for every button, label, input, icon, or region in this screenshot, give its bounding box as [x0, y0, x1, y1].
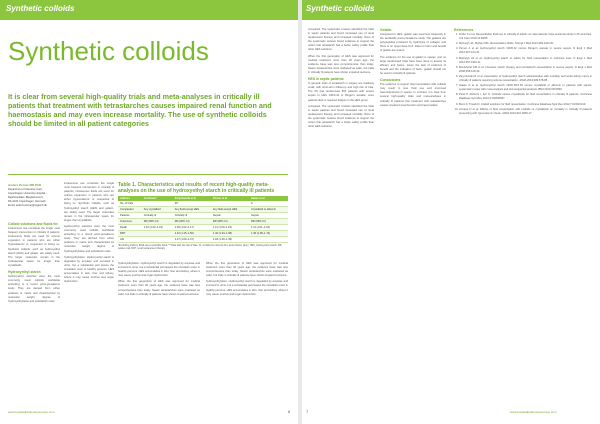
intro-divider [8, 174, 288, 175]
reference-item: 5. Brunkhorst FM et al. Intensive insulin therapy and pentastarch resuscitation in severe sepsis. N Engl J Med 2008;358:125-39 [459, 66, 592, 74]
author-line: DK-2100 Copenhagen, Denmark [8, 200, 46, 203]
author-email: Email: anders.perner@regionh.dk [8, 204, 47, 207]
table-header-cell: Cochrane* [142, 196, 173, 201]
table-cell: RR (95% CI) [173, 219, 211, 225]
section-body: In general, trials of tetrastarch in surgery are relatively small, with short-term follow-up and high risk of bias. The 6S trial randomised 804 patients with severe sepsis to HES 130/0.42 or Ringer's acetate; more patients died or required dialysis in the HES group. [308, 82, 374, 102]
column-4 [206, 262, 288, 299]
table-footnote: *Excluding trials by Boldt due to possible fraud. **Trials with low risk of bias. CI, confidence interval; AKI, acute kidney injury; HES, hydroxyethyl starch; RR, relative risk; RRT, renal replacement therapy [118, 244, 283, 251]
section-body: When the first generation of HES was approved for medical treatment more than 30 years ago, the evidence base was less comprehensive than today. Newer tetrastarches were marketed as safer, but trials in critically ill patients have shown impaired outcome. [118, 280, 200, 296]
section-body: When the first generation of HES was approved for medical treatment more than 30 years ago, the evidence base was less comprehensive than today. Newer tetrastarches were marketed as safer, but trials in critically ill patients have shown impaired outcome. [308, 54, 374, 74]
section-body: Compared to HES, gelatin was used less frequently in the worldwide point-prevalence study. The gelatins are polypeptides produced by hydrolysis of collagen and there is no upper dose limit. Data on harm and benefit of gelatin are scarce. [380, 33, 446, 53]
references-column [454, 28, 592, 117]
table-cell: Any fluid except HES [173, 207, 211, 213]
table-cell: 1.18 (1.00–1.39) [211, 237, 249, 243]
section-body: Hydroxyethyl starches were the most commonly used colloids worldwide according to a recent point-prevalence study. They are derived from either potatoes or maize and characterised by molecular weight, degree of hydroxyethylation and substitution ratio. [8, 275, 60, 303]
author-line: Department of Intensive Care, [8, 188, 43, 191]
table-cell: 1.27 (1.09–1.47) [173, 237, 211, 243]
table-cell: 1.11 (1.01–1.22) [249, 225, 288, 231]
header-label-left: Synthetic colloids [6, 4, 75, 13]
table-cell: Patients [118, 213, 142, 219]
reference-item: 10. Annane D et al. Effects of fluid resuscitation with colloids vs crystalloids on mortality in critically ill patients presenting with hypovolemic shock. JAMA 2013;310:1809-17 [459, 108, 592, 116]
table-cell: Sepsis [211, 213, 249, 219]
column-5 [308, 28, 374, 131]
header-band-right [302, 0, 600, 20]
section-body: hydroxyethylation. Hydroxyethyl starch is degraded by amylase and excreted in urine, but a substantial part leaves the circulation even in healthy persons. HES accumulates in skin, liver and kidney, where it may cause pruritus and organ dysfunction. [118, 262, 200, 278]
column-1 [8, 222, 60, 306]
reference-item: 4. Myburgh JA et al. Hydroxyethyl starch or saline for fluid resuscitation in intensive care. N Engl J Med 2012;367:1901-11 [459, 57, 592, 65]
section-body: hydroxyethylation. Hydroxyethyl starch is degraded by amylase and excreted in urine, but a substantial part leaves the circulation even in healthy persons. HES accumulates in skin, liver and kidney, where it may cause pruritus and organ dysfunction. [64, 255, 114, 284]
table-cell: Any crystalloid [142, 207, 173, 213]
column-2 [64, 182, 114, 286]
table-cell: Comparator [118, 207, 142, 213]
section-body: intravenous use constitute the single most frequent intervention in critically ill patients; intravenous fluids are used for volume expansion in patients who are either hypovolaemic or suspected of being so. Synthetic colloids, such as hydroxyethyl starch (HES) and gelatin, are widely used. The larger molecules remain in the intravascular space for longer than crystalloids. [64, 182, 114, 222]
page-number-left: 6 [288, 409, 291, 414]
section-heading: Hydroxyethyl starch [8, 270, 41, 275]
article-intro: It is clear from several high-quality trials and meta-analyses in critically ill patients that treatment with tetrastarches causes impaired renal function and haemostasis and may even increase mortality. The use of synthetic colloids should be limited in all patient categories [8, 92, 272, 128]
reference-item: 7. Haase N et al. Hydroxyethyl starch 130/0.38-0.45 versus crystalloid or albumin in patients with sepsis: systematic review with meta-analysis and trial sequential analysis. BMJ 2013;346:f839 [459, 84, 592, 92]
author-line: Copenhagen University Hospital – [8, 192, 48, 195]
header-band-left [0, 0, 298, 20]
table-cell: Any fluid except HES [211, 207, 249, 213]
table-cell: RR (95% CI) [211, 219, 249, 225]
section-heading: Colloid solutions and fluids for [8, 222, 58, 226]
column-6 [380, 28, 446, 110]
table-header-cell: Zarychanski et al [173, 196, 211, 201]
table-cell: Critically ill [142, 213, 173, 219]
author-block [8, 183, 68, 208]
reference-item: 8. Perel P, Roberts I, Ker K. Colloids versus crystalloids for fluid resuscitation in critically ill patients. Cochrane Database Syst Rev 2013;2:CD000567 [459, 93, 592, 101]
characteristics-table [118, 182, 288, 251]
section-heading: HES in septic patients [308, 77, 344, 82]
section-body: The evidence to support that resuscitation with colloids may result in less fluid use and improved haemodynamics is sparse. In contrast, it is clear from several high-quality trials and meta-analyses in critically ill patients that treatment with tetrastarches causes impaired renal function and haemostasis. [380, 83, 446, 107]
section-body: compared. The systematic reviews identified the trials in septic patients and found increased use of renal replacement therapy and increased mortality. None of the systematic reviews found evidence to support the notion that tetrastarch has a better safety profile than other HES solutions. [308, 28, 374, 52]
references-list [454, 33, 592, 116]
table-cell: AKI [118, 237, 142, 243]
reference-item: 6. Zarychanski R et al. Association of hydroxyethyl starch administration with mortality and acute kidney injury in critically ill patients requiring volume resuscitation. JAMA 2013;309:678-88 [459, 75, 592, 83]
table-cell: Death [118, 225, 142, 231]
section-body: hydroxyethylation. Hydroxyethyl starch is degraded by amylase and excreted in urine, but a substantial part leaves the circulation even in healthy persons. HES accumulates in skin, liver and kidney, where it may cause pruritus and organ dysfunction. [206, 280, 288, 296]
table-cell: 1.09 (1.02–1.17) [173, 225, 211, 231]
table-cell: 38 [173, 201, 211, 207]
column-3 [118, 262, 200, 299]
table-cell: 1.32 (1.04–1.68) [211, 231, 249, 237]
section-body: The evidence for the use of gelatin is sparse, and no large randomised trials have been done to assess its efficacy and harms. Given the lack of evidence of benefit and the indication of harm, gelatin should not be used in critically ill patients. [380, 55, 446, 75]
table-cell: 1.10 (1.02–1.19) [142, 225, 173, 231]
author-name: Anders Perner MD PhD [8, 183, 42, 187]
footer-url-left[interactable]: www.hospitalpharmacyeurope.com [8, 410, 55, 414]
table-cell: Outcomes [118, 219, 142, 225]
table-header-cell: Haase et al [249, 196, 288, 201]
table-cell: 9 [249, 201, 288, 207]
table-cell: No. of trials [118, 201, 142, 207]
table-cell: 1.36 (1.08–1.72) [249, 231, 288, 237]
table-row [118, 237, 288, 243]
page-number-right: 7 [306, 409, 309, 414]
table-header-cell: Authors [118, 196, 142, 201]
table-cell [249, 237, 288, 243]
section-heading: Gelatin [380, 28, 392, 32]
table-cell: RRT [118, 231, 142, 237]
reference-item: 3. Perner A et al. Hydroxyethyl starch 130/0.42 versus Ringer's acetate in severe sepsis. N Engl J Med 2012;367:124-34 [459, 47, 592, 55]
page-spine [298, 0, 302, 424]
table-cell: 1.11 (1.00–1.23) [211, 225, 249, 231]
reference-item: 9. Bunn F, Trivedi D. Colloid solutions for fluid resuscitation. Cochrane Database Syst Rev 2012;7:CD001319 [459, 103, 592, 107]
author-line: Rigshospitalet, Blegdamsvej 9, [8, 196, 44, 199]
reference-item: 2. Myburgh JA, Mythen MG. Resuscitation fluids. N Engl J Med 2013;369:1243-51 [459, 42, 592, 46]
table-cell: Sepsis [249, 213, 288, 219]
table-cell: Critically ill [173, 213, 211, 219]
section-heading: Conclusions [380, 78, 401, 83]
table-cell: RR (95% CI) [142, 219, 173, 225]
reference-item: 1. Finfer S et al. Resuscitation fluid use in critically ill adults: an international cross-sectional study in 25 countries. Crit Care 2010;14:R185 [459, 33, 592, 41]
table-header-cell: Perner et al [211, 196, 249, 201]
header-label-right: Synthetic colloids [306, 4, 375, 13]
table-cell: 1.32 (1.15–1.50) [173, 231, 211, 237]
table-cell: RR (95% CI) [249, 219, 288, 225]
footer-url-right[interactable]: www.hospitalpharmacyeurope.com [510, 410, 557, 414]
section-body: Hydroxyethyl starches were the most commonly used colloids worldwide according to a recent point-prevalence study. They are derived from either potatoes or maize and characterised by molecular weight, degree of hydroxyethylation and substitution ratio. [64, 224, 114, 253]
section-body: When the first generation of HES was approved for medical treatment more than 30 years ago, the evidence base was less comprehensive than today. Newer tetrastarches were marketed as safer, but trials in critically ill patients have shown impaired outcome. [206, 262, 288, 278]
references-heading: References [454, 28, 474, 32]
article-title: Synthetic colloids [8, 36, 209, 66]
section-body: compared. The systematic reviews identified the trials in septic patients and found increased use of renal replacement therapy and increased mortality. None of the systematic reviews found evidence to support the notion that tetrastarch has a better safety profile than other HES solutions. [308, 104, 374, 129]
table-title: Table 1. Characteristics and results of recent high-quality meta-analyses on the use of hydroxyethyl starch in critically ill patients [118, 182, 275, 194]
table-cell: Crystalloid or albumin [249, 207, 288, 213]
table-cell [142, 237, 173, 243]
section-body: intravenous use constitute the single most frequent intervention in critically ill patients; intravenous fluids are used for volume expansion in patients who are either hypovolaemic or suspected of being so. Synthetic colloids, such as hydroxyethyl starch (HES) and gelatin, are widely used. The larger molecules remain in the intravascular space for longer than crystalloids. [8, 227, 60, 267]
table-grid [118, 196, 288, 243]
